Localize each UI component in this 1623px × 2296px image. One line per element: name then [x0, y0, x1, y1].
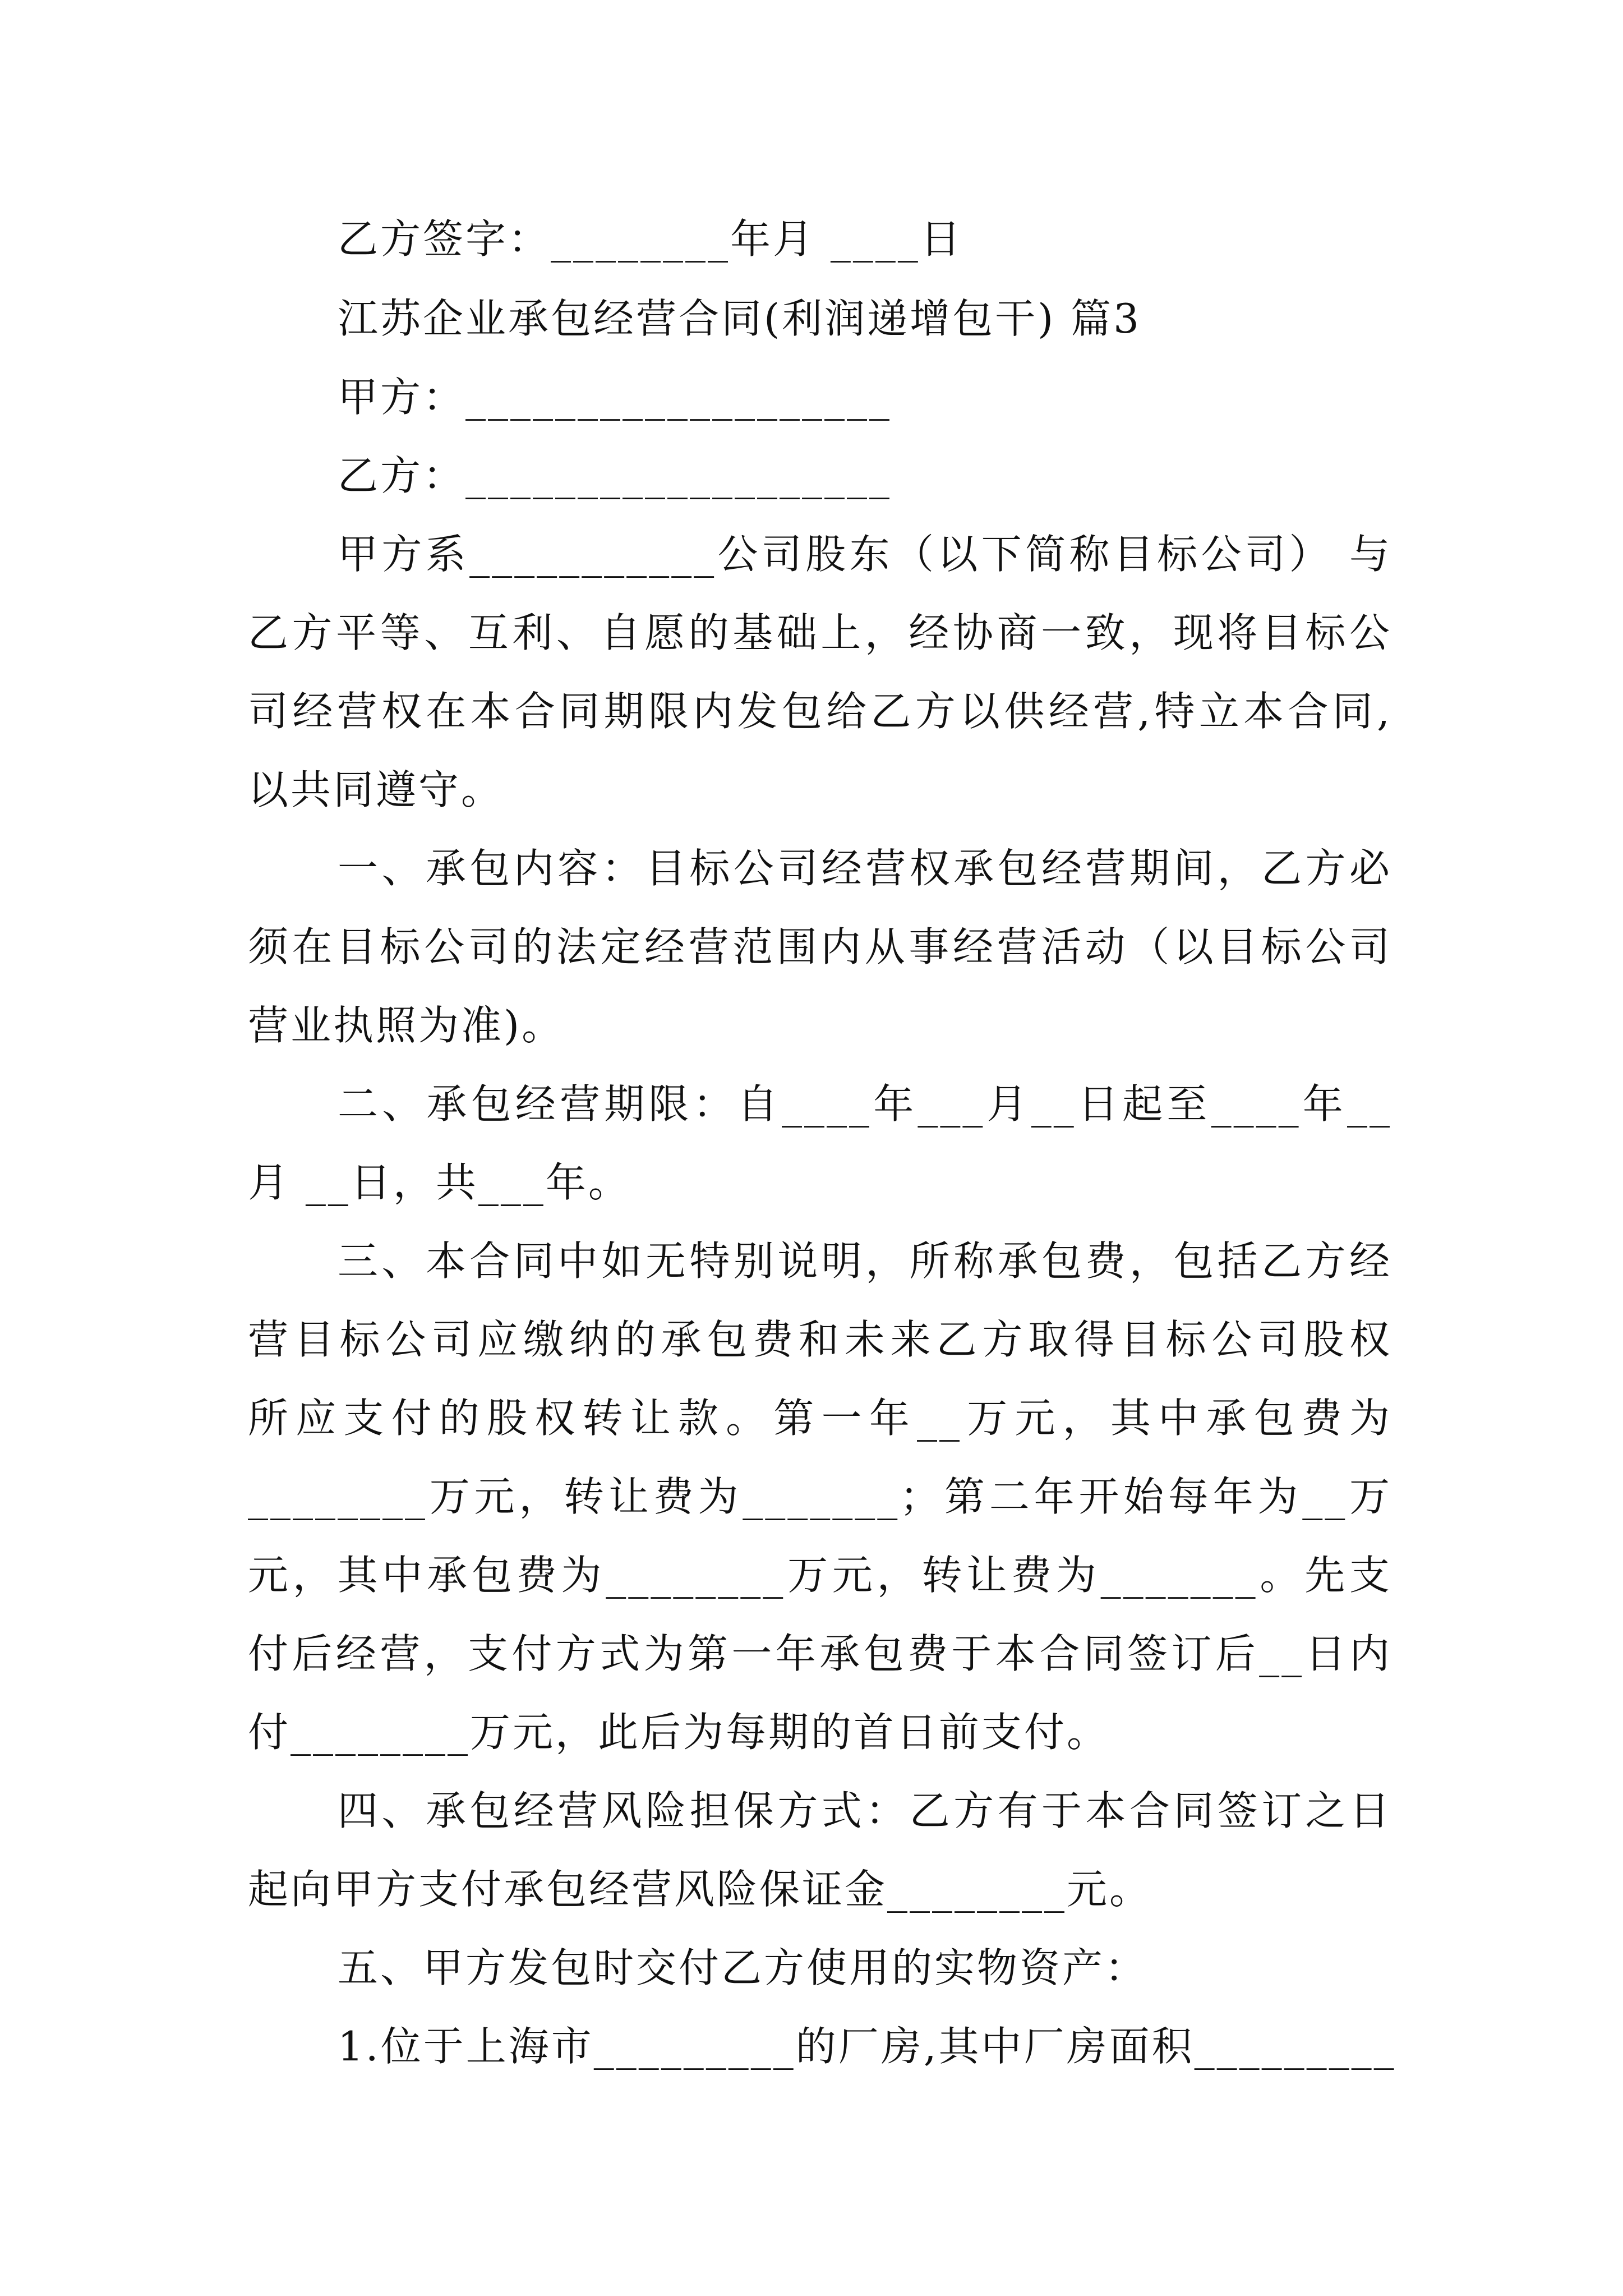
clause-4-line: 四、承包经营风险担保方式：乙方有于本合同签订之日 — [338, 1787, 1392, 1834]
clause-4-line: 起向甲方支付承包经营风险保证金________元。 — [248, 1866, 1152, 1913]
clause-3-line: 所应支付的股权转让款。第一年__万元，其中承包费为 — [248, 1395, 1392, 1442]
clause-3-line: 三、本合同中如无特别说明，所称承包费，包括乙方经 — [338, 1237, 1392, 1285]
clause-3-line: 元，其中承包费为________万元，转让费为_______。先支 — [248, 1552, 1392, 1599]
clause-1-line: 一、承包内容：目标公司经营权承包经营期间，乙方必 — [338, 845, 1392, 892]
signature-line-party-b: 乙方签字：________年月 ____日 — [338, 215, 963, 263]
paragraph-line: 司经营权在本合同期限内发包给乙方以供经营,特立本合同, — [248, 688, 1392, 735]
party-b-line: 乙方：___________________ — [338, 452, 892, 499]
party-a-line: 甲方：___________________ — [338, 374, 892, 421]
paragraph-line: 以共同遵守。 — [248, 766, 504, 813]
clause-5-line: 五、甲方发包时交付乙方使用的实物资产： — [338, 1944, 1148, 1991]
clause-3-line: ________万元，转让费为_______；第二年开始每年为__万 — [248, 1473, 1392, 1520]
clause-3-line: 付________万元，此后为每期的首日前支付。 — [248, 1709, 1110, 1756]
clause-3-line: 付后经营，支付方式为第一年承包费于本合同签订后__日内 — [248, 1630, 1392, 1677]
clause-2-line: 月 __日，共___年。 — [248, 1159, 631, 1206]
clause-3-line: 营目标公司应缴纳的承包费和未来乙方取得目标公司股权 — [248, 1316, 1392, 1363]
contract-title: 江苏企业承包经营合同(利润递增包干) 篇3 — [338, 295, 1141, 342]
clause-2-line: 二、承包经营期限：自____年___月__日起至____年__ — [338, 1080, 1392, 1128]
paragraph-line: 甲方系___________公司股东（以下简称目标公司） 与 — [338, 531, 1392, 578]
paragraph-line: 乙方平等、互利、自愿的基础上，经协商一致，现将目标公 — [248, 609, 1392, 656]
clause-5-item-1: 1.位于上海市_________的厂房,其中厂房面积_________ — [338, 2023, 1396, 2070]
clause-1-line: 营业执照为准)。 — [248, 1002, 565, 1049]
clause-1-line: 须在目标公司的法定经营范围内从事经营活动（以目标公司 — [248, 923, 1392, 970]
